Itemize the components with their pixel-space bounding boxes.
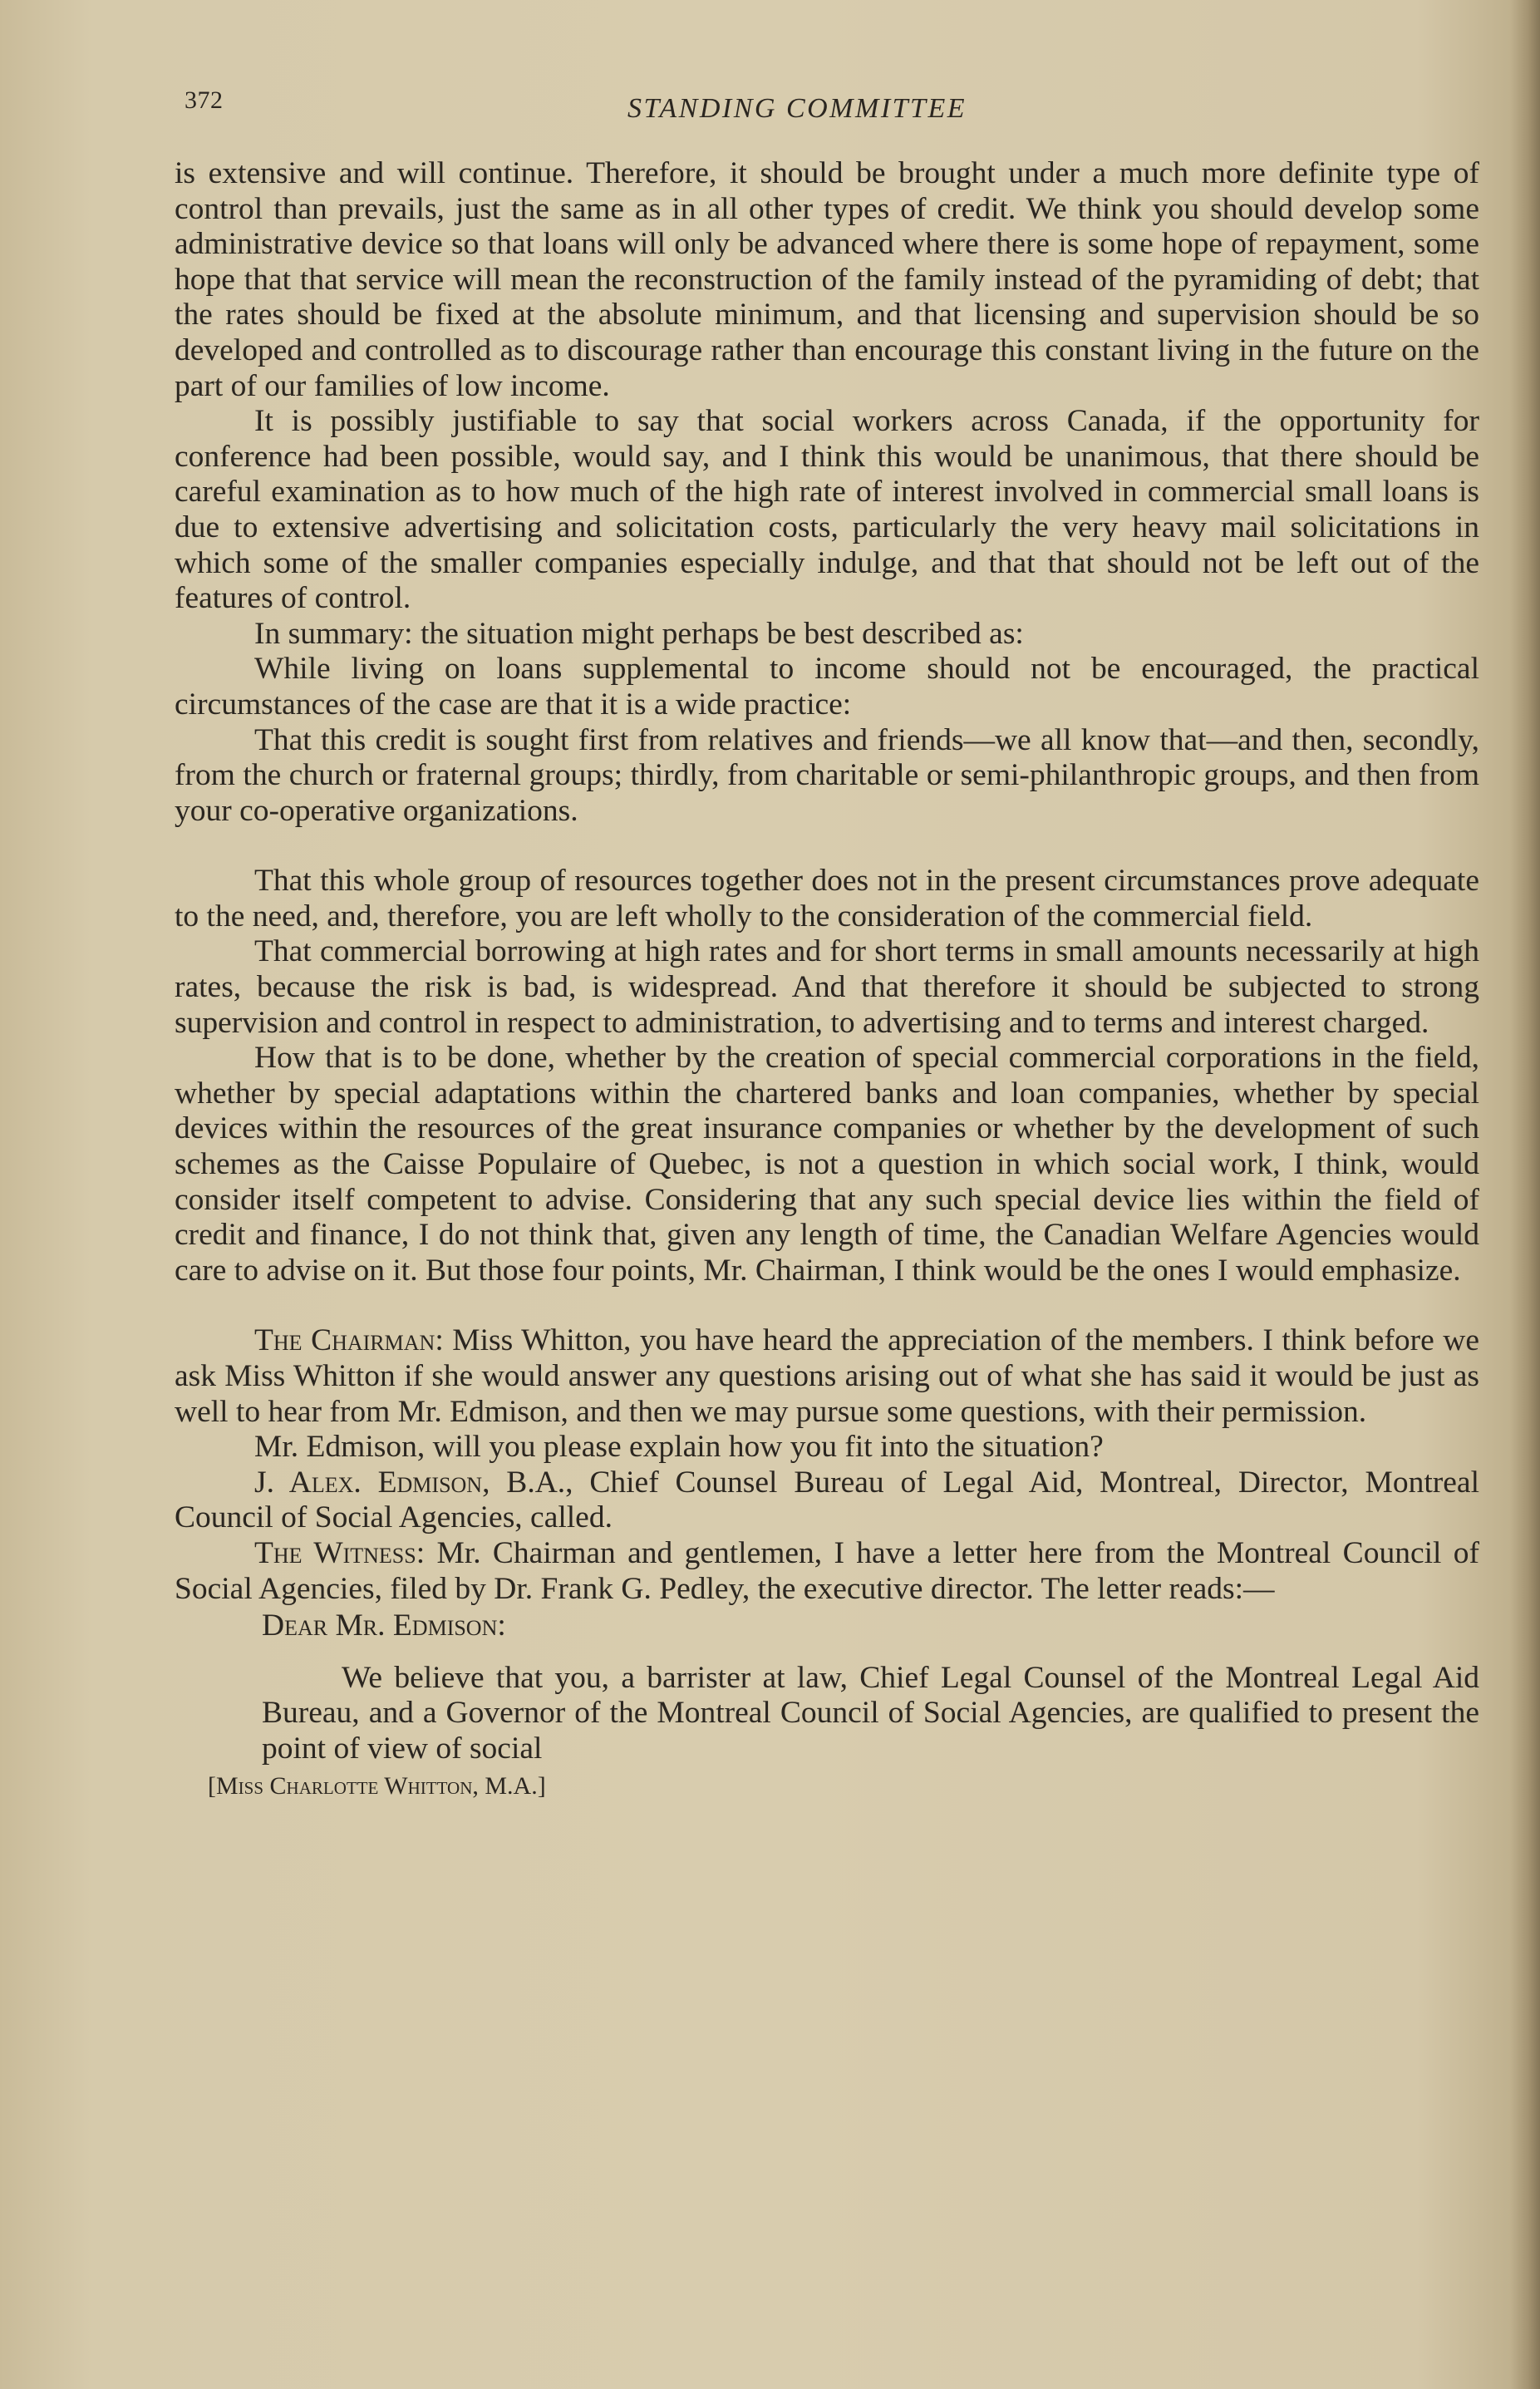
page-edge-shadow — [1510, 0, 1540, 2389]
witness-name: J. Alex. Edmison, — [254, 1465, 490, 1500]
speaker-label: The Witness: — [254, 1535, 426, 1570]
speech-text: Miss Whitton, you have heard the appreciation of the members. I think before we ask Miss Whitton if she would answer any questions arising out of what she has said it would be just as well to hear from Mr. Edmison, and then we may pursue some questions, with their permission. — [175, 1323, 1479, 1429]
page-number: 372 — [185, 86, 224, 114]
paragraph: How that is to be done, whether by the creation of special commercial corporations in the field, whether by special adaptations within the chartered banks and loan companies, whether by special devices within the resources of the great insurance companies or whether by the development of such schemes as the Caisse Populaire of Quebec, is not a question in which social work, I think, would consider itself competent to advise. Considering that any such special device lies within the field of credit and finance, I do not think that, given any length of time, the Canadian Welfare Agencies would care to advise on it. But those four points, Mr. Chairman, I think would be the ones I would emphasize. — [175, 1041, 1479, 1288]
body-text — [175, 156, 1479, 1802]
paragraph: In summary: the situation might perhaps be best described as: — [254, 616, 1024, 651]
paragraph: That this credit is sought first from relatives and friends—we all know that—and then, secondly, from the church or fraternal groups; thirdly, from charitable or semi-philanthropic groups, and then from your co-operative organizations. — [175, 722, 1479, 828]
paragraph — [175, 1465, 1479, 1536]
paragraph — [175, 1536, 1479, 1607]
paragraph: That commercial borrowing at high rates and for short terms in small amounts necessarily at high rates, because the risk is bad, is widespread. And that therefore it should be subjected to strong supervision and control in respect to administration, to advertising and to terms and interest charged. — [175, 934, 1479, 1040]
speech-text: Mr. Chairman and gentlemen, I have a letter here from the Montreal Council of Social Agencies, filed by Dr. Frank G. Pedley, the executive director. The letter reads:— — [175, 1535, 1479, 1606]
paragraph: is extensive and will continue. Therefore, it should be brought under a much more definite type of control than prevails, just the same as in all other types of credit. We think you should develop some administrative device so that loans will only be advanced where there is some hope of repayment, some hope that that service will mean the reconstruction of the family instead of the pyramiding of debt; that the rates should be fixed at the absolute minimum, and that licensing and supervision should be so developed and controlled as to discourage rather than encourage this constant living in the future on the part of our families of low income. — [175, 156, 1479, 403]
letter-text: We believe that you, a barrister at law, Chief Legal Counsel of the Montreal Legal Aid Bureau, and a Governor of the Montreal Council of Social Agencies, are qualified to present the point of view of social — [262, 1660, 1479, 1766]
speaker-footnote: [Miss Charlotte Whitton, M.A.] — [208, 1771, 546, 1800]
paragraph: That this whole group of resources together does not in the present circumstances prove adequate to the need, and, therefore, you are left wholly to the consideration of the commercial field. — [175, 864, 1479, 933]
running-head: STANDING COMMITTEE — [627, 93, 967, 124]
paragraph: While living on loans supplemental to income should not be encouraged, the practical circumstances of the case are that it is a wide practice: — [175, 652, 1479, 722]
paragraph: Mr. Edmison, will you please explain how you fit into the situation? — [254, 1430, 1104, 1465]
letter-body — [175, 1661, 1479, 1767]
letter-salutation: Dear Mr. Edmison: — [262, 1608, 506, 1643]
witness-description: B.A., Chief Counsel Bureau of Legal Aid, Montreal, Director, Montreal Council of Social Agencies, called. — [175, 1465, 1479, 1535]
paragraph: It is possibly justifiable to say that social workers across Canada, if the opportunity for conference had been possible, would say, and I think this would be unanimous, that there should be careful examination as to how much of the high rate of interest involved in commercial small loans is due to extensive advertising and solicitation costs, particularly the very heavy mail solicitations in which some of the smaller companies especially indulge, and that that should not be left out of the features of control. — [175, 404, 1479, 616]
paragraph — [175, 1323, 1479, 1430]
speaker-label: The Chairman: — [254, 1323, 444, 1358]
